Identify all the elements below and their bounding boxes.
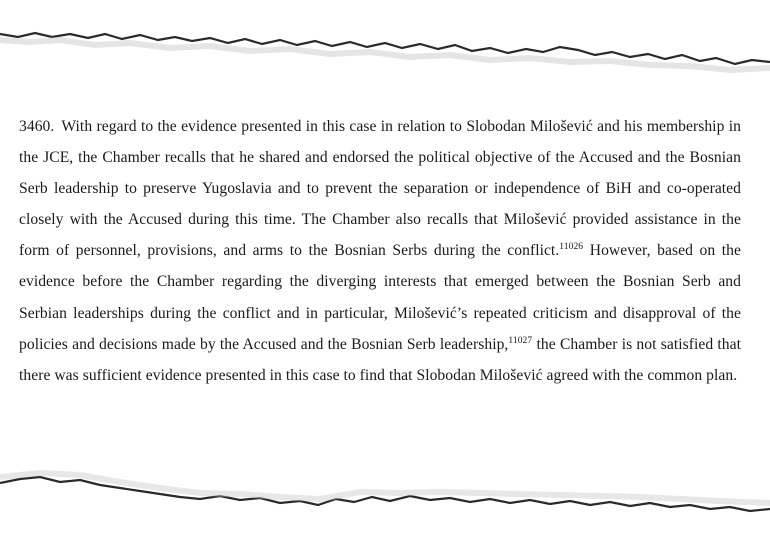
footnote-marker-11026[interactable]: 11026 (559, 241, 584, 253)
paragraph-text-part-2: However, based on the evidence before the Chamber regarding the diverging interests that emerged between the Bosnian Serb and Serbian leaderships during the conflict and in particular, Milošević’s repeated criticism and disapproval of the policies and decisions made by the Accused and the Bosnian Serb leadership, (19, 242, 741, 353)
torn-bottom-edge (0, 455, 770, 546)
paragraph-number: 3460. (19, 118, 55, 135)
paragraph-text-part-3: the Chamber is not satisfied that there was sufficient evidence presented in this case to find that Slobodan Milošević agreed with the common plan. (19, 335, 741, 384)
footnote-marker-11027[interactable]: 11027 (508, 334, 533, 346)
paragraph-text-part-1: With regard to the evidence presented in this case in relation to Slobodan Milošević and his membership in the JCE, the Chamber recalls that he shared and endorsed the political objective of the Accused and the Bosnian Serb leadership to preserve Yugoslavia and to prevent the separation or independence of BiH and co-operated closely with the Accused during this time. The Chamber also recalls that Milošević provided assistance in the form of personnel, provisions, and arms to the Bosnian Serbs during the conflict. (19, 118, 741, 260)
torn-top-edge (0, 0, 770, 90)
judgment-paragraph (19, 111, 741, 391)
